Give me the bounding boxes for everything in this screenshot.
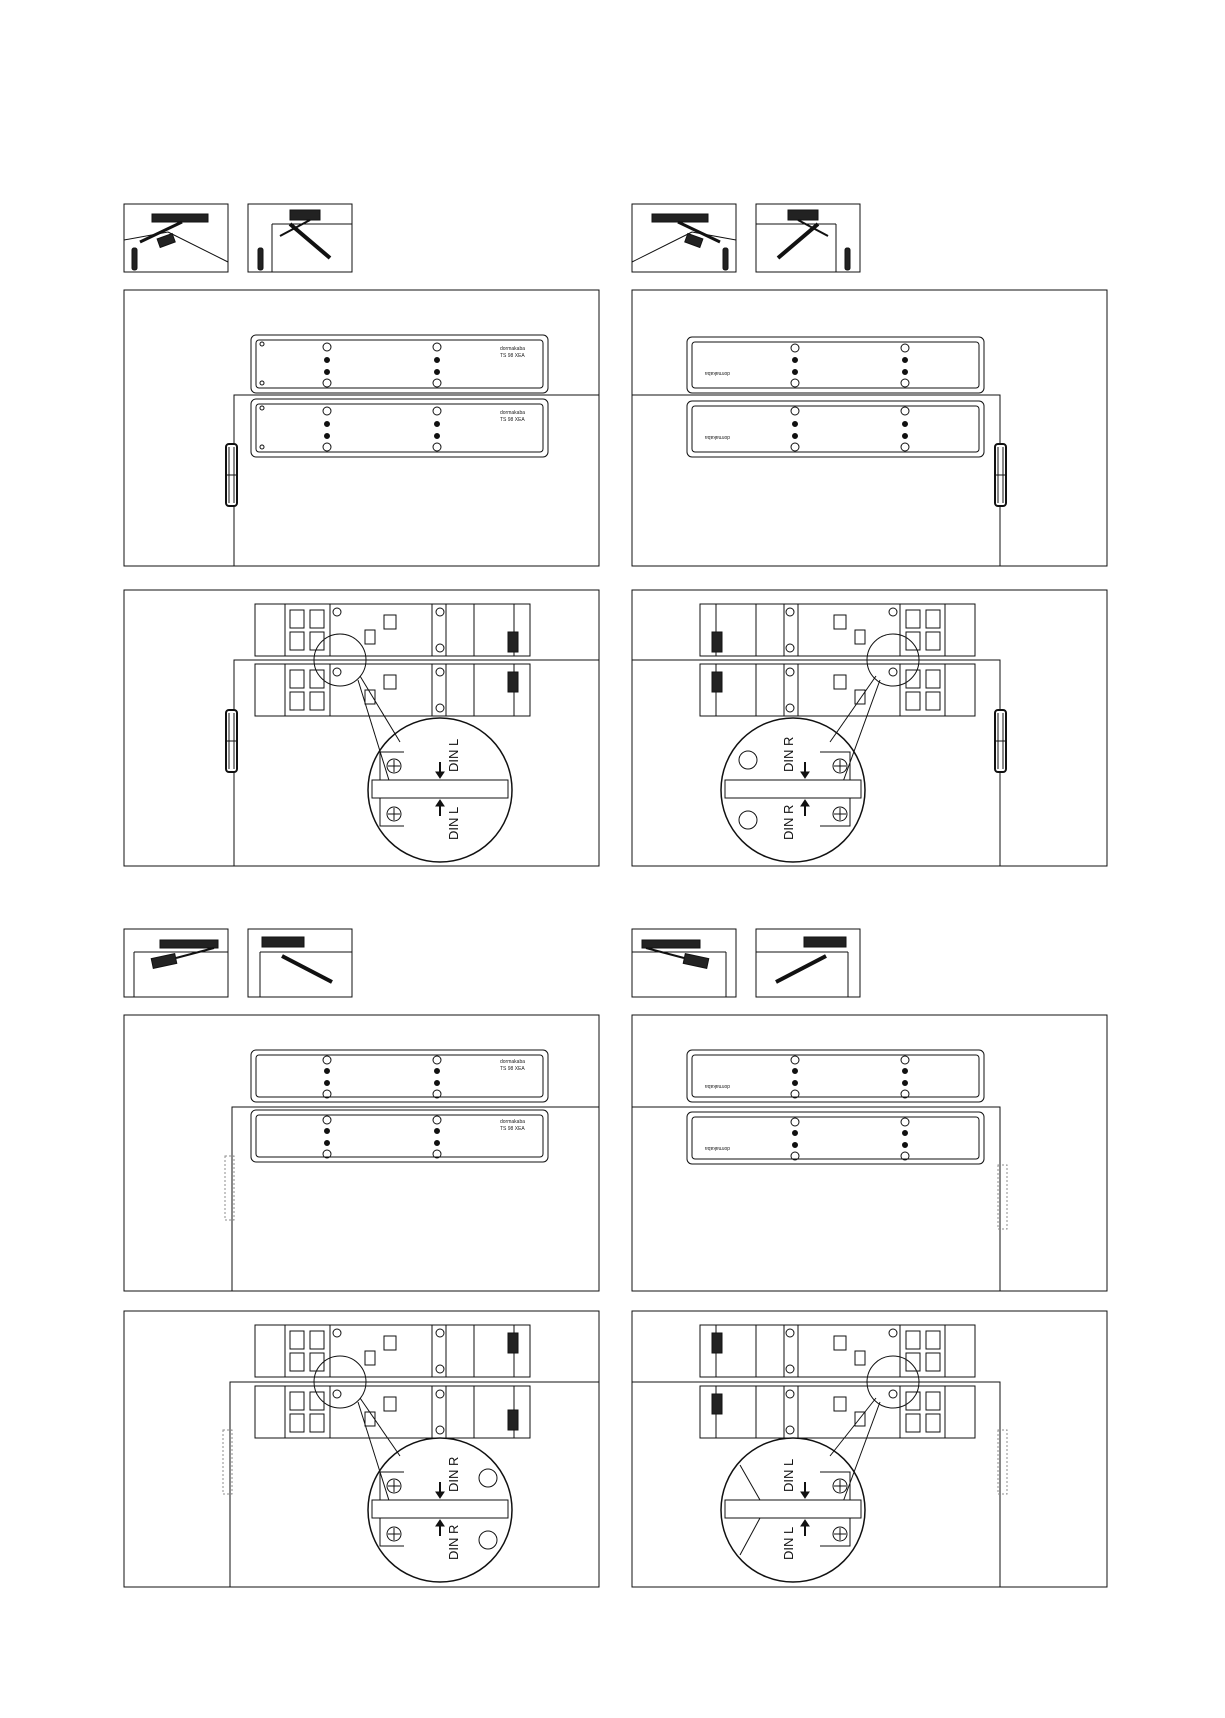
- din-label-lower: DIN L: [446, 806, 461, 840]
- mounting-plate-lower: [255, 664, 530, 716]
- svg-text:TS 98 XEA: TS 98 XEA: [500, 353, 525, 359]
- group-top-left: [124, 204, 599, 866]
- din-label-upper: DIN L: [781, 1458, 796, 1492]
- svg-text:TS 98 XEA: TS 98 XEA: [500, 417, 525, 423]
- svg-text:dormakaba: dormakaba: [500, 346, 526, 352]
- closer-body-lower: [687, 401, 984, 457]
- svg-text:dormakaba: dormakaba: [704, 1083, 730, 1089]
- closer-body-lower: [251, 1110, 548, 1162]
- thumbnail-door-closer-pull-side: [632, 204, 736, 272]
- svg-text:TS 98 XEA: TS 98 XEA: [500, 1126, 525, 1132]
- panel-mounting-front: [632, 290, 1107, 566]
- closer-body-upper: [687, 1050, 984, 1102]
- mounting-plate-upper: [255, 1325, 530, 1377]
- svg-text:dormakaba: dormakaba: [500, 1119, 526, 1125]
- magnified-detail-view: [721, 1438, 865, 1582]
- magnified-detail-view: [368, 1438, 512, 1582]
- mounting-plate-lower: [700, 1386, 975, 1438]
- thumbnail-door-closer-push-side: [756, 929, 860, 997]
- svg-text:dormakaba: dormakaba: [500, 410, 526, 416]
- closer-body-lower: [251, 399, 548, 457]
- magnified-detail-view: [721, 718, 865, 862]
- thumbnail-door-closer-push-side: [248, 204, 352, 272]
- group-bottom-left: [124, 929, 599, 1587]
- thumbnail-door-closer-push-side: [756, 204, 860, 272]
- closer-body-lower: [687, 1112, 984, 1164]
- din-label-upper: DIN R: [781, 736, 796, 772]
- mounting-plate-lower: [255, 1386, 530, 1438]
- panel-mounting-detail: [124, 590, 599, 866]
- group-bottom-right: [632, 929, 1107, 1587]
- thumbnail-door-closer-pull-side: [124, 204, 228, 272]
- mounting-plate-lower: [700, 664, 975, 716]
- magnified-detail-view: [368, 718, 512, 862]
- panel-mounting-detail: [632, 1311, 1107, 1587]
- din-label-lower: DIN R: [446, 1524, 461, 1560]
- panel-mounting-detail: [124, 1311, 599, 1587]
- closer-body-upper: [251, 1050, 548, 1102]
- thumbnail-door-closer-pull-side: [124, 929, 228, 997]
- svg-text:dormakaba: dormakaba: [500, 1059, 526, 1065]
- svg-text:dormakaba: dormakaba: [704, 370, 730, 376]
- mounting-plate-upper: [700, 1325, 975, 1377]
- din-label-lower: DIN R: [781, 804, 796, 840]
- din-label-upper: DIN R: [446, 1456, 461, 1492]
- svg-text:TS 98 XEA: TS 98 XEA: [500, 1066, 525, 1072]
- svg-text:dormakaba: dormakaba: [704, 1145, 730, 1151]
- panel-mounting-front: [124, 1015, 599, 1291]
- thumbnail-door-closer-pull-side: [632, 929, 736, 997]
- mounting-plate-upper: [255, 604, 530, 656]
- mounting-plate-upper: [700, 604, 975, 656]
- panel-mounting-front: [124, 290, 599, 566]
- thumbnail-door-closer-push-side: [248, 929, 352, 997]
- panel-mounting-front: [632, 1015, 1107, 1291]
- closer-body-upper: [251, 335, 548, 393]
- panel-mounting-detail: [632, 590, 1107, 866]
- group-top-right: [632, 204, 1107, 866]
- din-label-lower: DIN L: [781, 1526, 796, 1560]
- svg-text:dormakaba: dormakaba: [704, 434, 730, 440]
- din-label-upper: DIN L: [446, 738, 461, 772]
- closer-body-upper: [687, 337, 984, 393]
